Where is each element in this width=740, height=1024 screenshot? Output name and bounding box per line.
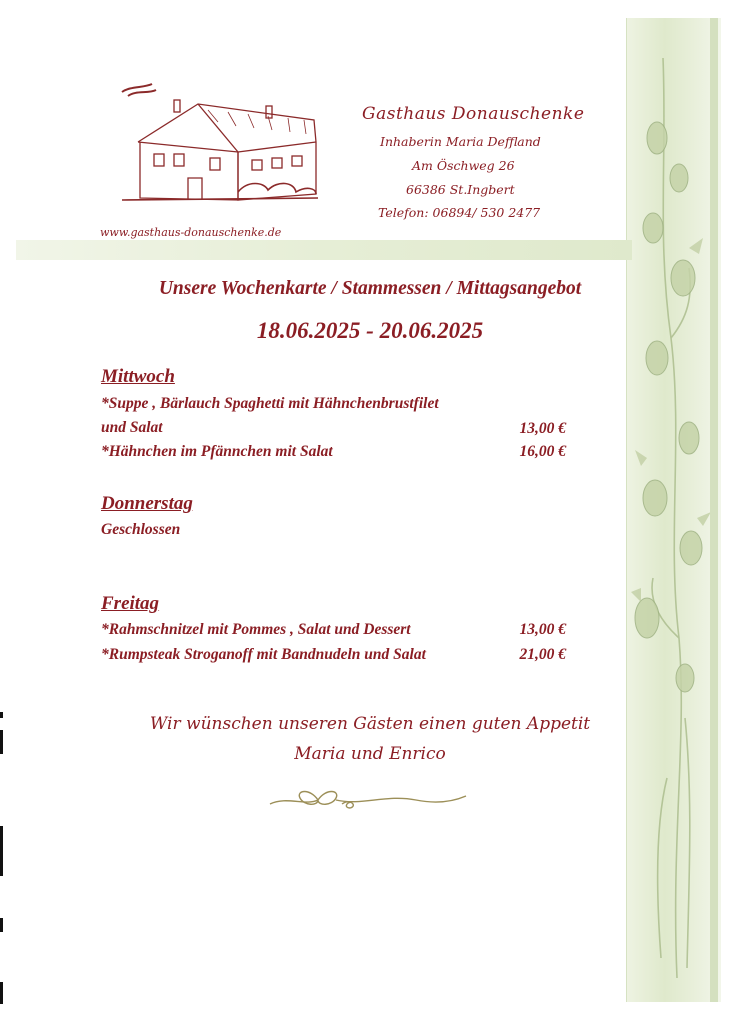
menu-item-price: 13,00 € <box>519 621 566 638</box>
business-name: Gasthaus Donauschenke <box>362 104 585 124</box>
menu-item: *Rahmschnitzel mit Pommes , Salat und Dessert <box>101 621 411 638</box>
menu-item: *Rumpsteak Stroganoff mit Bandnudeln und Salat <box>101 646 426 663</box>
closed-note: Geschlossen <box>101 521 181 538</box>
phone-number: Telefon: 06894/ 530 2477 <box>378 205 541 220</box>
band-edge <box>710 18 718 1002</box>
menu-item-price: 13,00 € <box>519 420 566 437</box>
scan-mark <box>0 982 3 1004</box>
house-illustration <box>118 82 320 206</box>
street-address: Am Öschweg 26 <box>412 158 515 173</box>
menu-title: Unsere Wochenkarte / Stammessen / Mittagsangebot <box>158 278 582 299</box>
scan-mark <box>0 730 3 754</box>
menu-item-price: 16,00 € <box>519 443 566 460</box>
owner-name: Inhaberin Maria Deffland <box>380 134 541 149</box>
header-divider-band <box>16 240 632 260</box>
website-link[interactable]: www.gasthaus-donauschenke.de <box>100 226 282 239</box>
date-range: 18.06.2025 - 20.06.2025 <box>256 318 484 343</box>
menu-item-price: 21,00 € <box>519 646 566 663</box>
heart-flourish <box>266 776 470 816</box>
menu-item-continuation: und Salat <box>101 419 163 436</box>
scan-mark <box>0 826 3 876</box>
hop-vine-decoration <box>626 18 721 1002</box>
scan-mark <box>0 712 3 718</box>
menu-item: *Hähnchen im Pfännchen mit Salat <box>101 443 333 460</box>
scan-mark <box>0 918 3 932</box>
greeting-text: Wir wünschen unseren Gästen einen guten Appetit <box>149 714 591 734</box>
day-heading-donnerstag: Donnerstag <box>101 493 193 514</box>
day-heading-mittwoch: Mittwoch <box>101 366 175 387</box>
menu-item: *Suppe , Bärlauch Spaghetti mit Hähnchenbrustfilet <box>101 395 439 412</box>
signature-text: Maria und Enrico <box>294 744 446 764</box>
city-address: 66386 St.Ingbert <box>406 182 515 197</box>
day-heading-freitag: Freitag <box>101 593 160 614</box>
